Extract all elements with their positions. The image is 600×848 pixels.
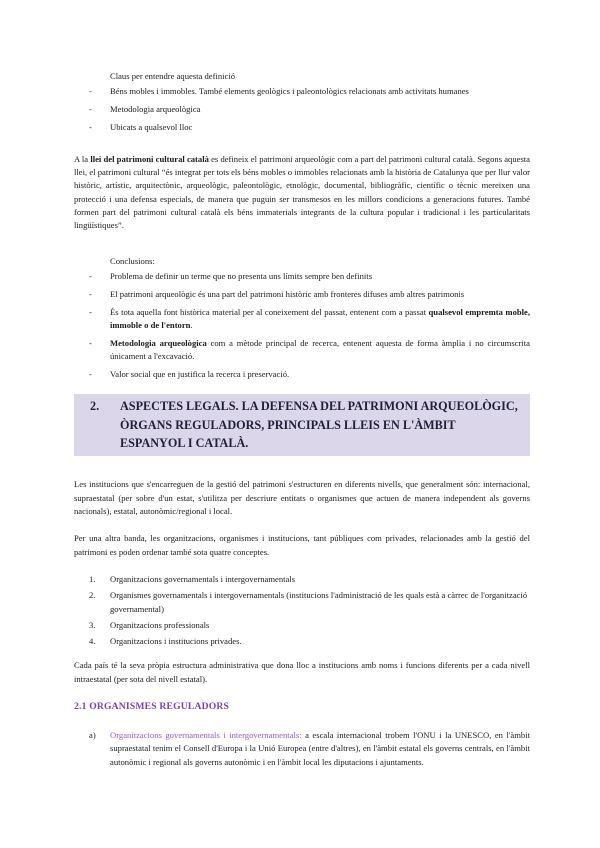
list-item: - Metodologia arqueològica	[74, 103, 530, 116]
item-text: .	[190, 319, 193, 330]
list-item	[74, 589, 530, 616]
claus-title: Claus per entendre aquesta definició	[110, 71, 236, 81]
item-bold: Metodologia arqueològica	[110, 337, 207, 348]
item-number: 3.	[89, 619, 96, 630]
item-text: a escala internacional trobem l'ONU i la UNESCO, en l'àmbit supraestatal tenim el Consell d'Europa i la Unió Europea (entre d'altres), en l'àmbit estatal els governs centrals, en l'àmbit autonòmic i regional als governs autonòmic i en l'àmbit local les diputacions i ajuntaments.	[110, 729, 531, 767]
item-label: a)	[89, 729, 96, 740]
llei-post: es defineix el patrimoni arqueològic com a part del patrimoni cultural català. Segons aquesta llei, el patrimoni cultural “és integrat per tots els béns mobles o immobles relacionats amb la història de Catalunya que per llur valor històric, artístic, arquitectònic, arqueològic, paleontològic, etnològic, documental, bibliogràfic, científic o tècnic mereixen una protecció i una defensa especials, de manera que puguin ser transmesos en les millors condicions a generacions futures. També formen part del patrimoni cultural català els béns immaterials integrants de la cultura popular i tradicional i les particularitats lingüístiques”.	[74, 153, 531, 231]
list-item	[74, 619, 530, 632]
list-item: - El patrimoni arqueològic és una part del patrimoni històric amb fronteres difuses amb altres patrimonis	[74, 288, 530, 301]
paragraph-estructura: Cada país té la seva pròpia estructura administrativa que dona lloc a institucions amb noms i funcions diferents per a cada nivell intraestatal (per sota del nivell estatal).	[74, 660, 530, 684]
list-item	[74, 635, 530, 648]
item-text: Organitzacions professionals	[110, 619, 210, 630]
item-number: 1.	[89, 573, 96, 584]
page-content	[74, 70, 530, 769]
section-number: 2.	[90, 398, 100, 413]
claus-list	[74, 85, 530, 134]
item-text: Organitzacions i institucions privades.	[110, 636, 242, 647]
list-item: - Problema de definir un terme que no presenta uns límits sempre ben definits	[74, 270, 530, 283]
llei-paragraph	[74, 153, 530, 233]
section-2-heading	[74, 394, 530, 457]
list-item: - Valor social que en justifica la recerca i preservació.	[74, 368, 530, 381]
list-item	[74, 573, 530, 586]
paragraph-institucions: Les institucions que s'encarreguen de la gestió del patrimoni s'estructuren en diferents nivells, que generalment són: internacional, supraestatal (per sobre d'un estat, s'utilitza per descriure entitats o organismes que actuen de manera independent als governs nacionals), estatal, autonòmic/regional i local.	[74, 479, 530, 516]
item-a	[74, 729, 530, 769]
item-text: Organismes governamentals i intergovernamentals (institucions l'administració de les quals està a càrrec de l'organització governamental)	[110, 590, 528, 614]
item-number: 2.	[89, 590, 96, 601]
list-item: - Béns mobles i immobles. També elements geològics i paleontològics relacionats amb activitats humanes	[74, 85, 530, 98]
item-text: com a mètode principal de recerca, entenent aquesta de forma àmplia i no circumscrita únicament a l'excavació.	[110, 337, 530, 361]
conclusions-title: Conclusions:	[110, 255, 155, 266]
item-bold: qualsevol empremta moble, immoble o de l'entorn	[110, 306, 531, 330]
list-item	[74, 337, 530, 364]
item-text: Organitzacions governamentals i intergovernamentals	[110, 573, 296, 584]
conclusions-list	[74, 270, 530, 381]
section-2-1-heading: 2.1 ORGANISMES REGULADORS	[74, 701, 230, 713]
concepts-list	[74, 573, 530, 649]
item-number: 4.	[89, 636, 96, 647]
item-text: És tota aquella font històrica material per al coneixement del passat, entenent com a passat	[110, 306, 429, 317]
item-highlight: Organitzacions governamentals i intergovernamentals:	[110, 729, 302, 740]
llei-pre: A la	[74, 153, 91, 164]
section-title: ASPECTES LEGALS. LA DEFENSA DEL PATRIMONI ARQUEOLÒGIC, ÒRGANS REGULADORS, PRINCIPALS LLEIS EN L'ÀMBIT ESPANYOL I CATALÀ.	[120, 398, 518, 451]
list-item	[74, 306, 530, 333]
list-item: - Ubicats a qualsevol lloc	[74, 121, 530, 134]
paragraph-organitzacions: Per una altra banda, les organitzacions, organismes i institucions, tant públiques com privades, relacionades amb la gestió del patrimoni es poden ordenar també sota quatre conceptes.	[74, 533, 530, 557]
llei-bold: llei del patrimoni cultural català	[90, 153, 209, 164]
